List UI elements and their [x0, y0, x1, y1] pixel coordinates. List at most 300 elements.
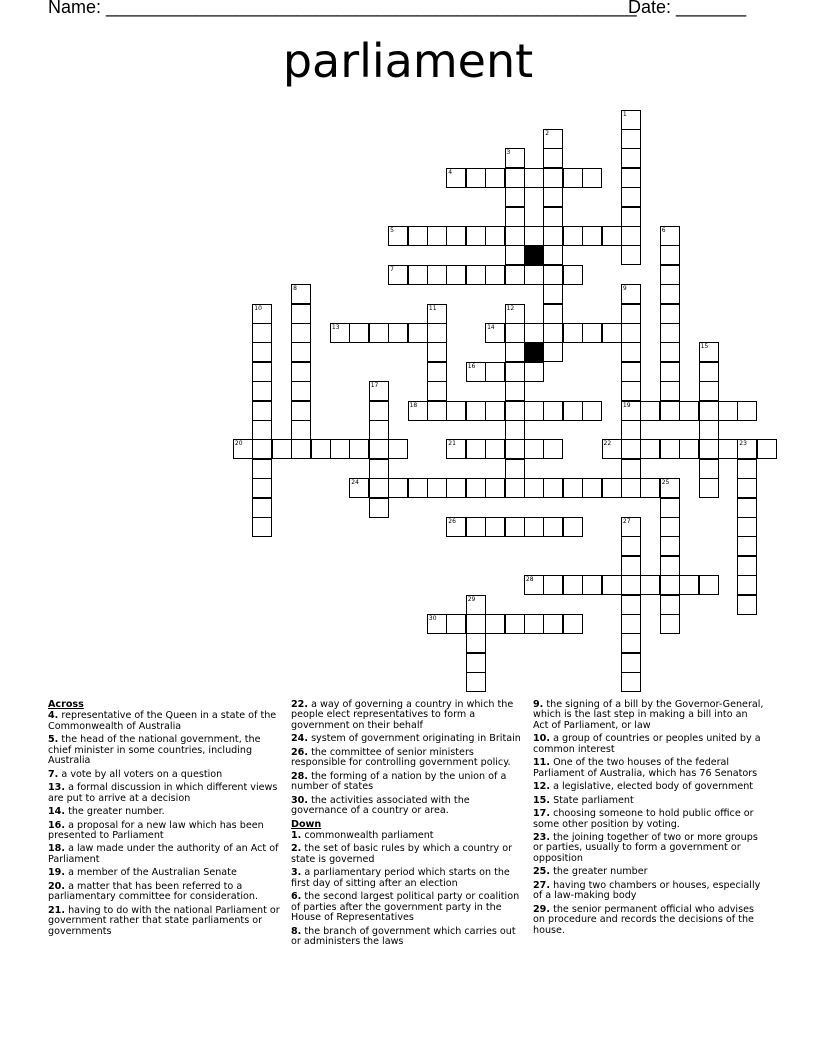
grid-cell[interactable] [252, 304, 272, 324]
grid-cell[interactable] [485, 168, 505, 188]
grid-cell[interactable] [543, 245, 563, 265]
grid-cell[interactable] [621, 575, 641, 595]
clue-item [533, 796, 765, 806]
grid-cell[interactable] [369, 401, 389, 421]
grid-cell[interactable] [621, 207, 641, 227]
grid-cell[interactable] [485, 517, 505, 537]
grid-cell[interactable] [427, 478, 447, 498]
clue-item-number: 10. [533, 733, 550, 745]
clue-item-text: a vote by all voters on a question [61, 768, 223, 780]
grid-cell[interactable] [505, 148, 525, 168]
grid-cell[interactable] [252, 517, 272, 537]
grid-cell[interactable] [252, 478, 272, 498]
grid-cell[interactable] [621, 362, 641, 382]
grid-cell[interactable] [543, 401, 563, 421]
grid-cell[interactable] [252, 362, 272, 382]
grid-cell[interactable] [563, 401, 583, 421]
clue-item-number: 1. [291, 829, 302, 841]
grid-cell[interactable] [252, 420, 272, 440]
grid-cell[interactable] [505, 381, 525, 401]
grid-cell[interactable] [737, 478, 757, 498]
grid-cell[interactable] [388, 478, 408, 498]
date-field-label[interactable]: Date: _______ [628, 0, 747, 17]
grid-cell[interactable] [563, 614, 583, 634]
grid-cell[interactable] [505, 245, 525, 265]
grid-cell[interactable] [543, 342, 563, 362]
clue-item [291, 844, 523, 865]
grid-cell[interactable] [252, 459, 272, 479]
grid-cell[interactable] [660, 245, 680, 265]
grid-cell[interactable] [718, 439, 738, 459]
clue-item [48, 882, 280, 903]
grid-cell[interactable] [621, 168, 641, 188]
grid-cell[interactable] [369, 459, 389, 479]
clue-item-text: the greater number. [68, 806, 165, 818]
grid-cell[interactable] [427, 614, 447, 634]
grid-cell[interactable] [621, 536, 641, 556]
grid-cell[interactable] [369, 498, 389, 518]
grid-cell[interactable] [291, 342, 311, 362]
clue-number: 5 [390, 226, 394, 234]
grid-cell[interactable] [505, 478, 525, 498]
grid-cell[interactable] [311, 439, 331, 459]
grid-cell[interactable] [660, 595, 680, 615]
grid-cell[interactable] [543, 439, 563, 459]
grid-cell[interactable] [388, 265, 408, 285]
clue-number: 15 [700, 343, 709, 351]
grid-cell[interactable] [621, 110, 641, 130]
clue-item [48, 735, 280, 766]
grid-cell[interactable] [660, 284, 680, 304]
grid-cell[interactable] [621, 381, 641, 401]
grid-cell[interactable] [466, 478, 486, 498]
grid-cell[interactable] [699, 362, 719, 382]
grid-cell[interactable] [602, 226, 622, 246]
clue-item-number: 16. [48, 819, 65, 831]
grid-cell[interactable] [679, 575, 699, 595]
clue-number: 9 [622, 285, 627, 293]
clue-item [533, 881, 765, 902]
clue-item-text: State parliament [553, 794, 634, 806]
grid-cell[interactable] [621, 653, 641, 673]
grid-cell[interactable] [660, 614, 680, 634]
grid-cell[interactable] [524, 401, 544, 421]
grid-cell[interactable] [660, 381, 680, 401]
clue-item-text: the branch of government which carries out or administers the laws [291, 925, 516, 947]
grid-cell[interactable] [621, 439, 641, 459]
grid-cell[interactable] [563, 575, 583, 595]
clue-item [291, 772, 523, 793]
grid-cell[interactable] [699, 459, 719, 479]
grid-cell[interactable] [621, 323, 641, 343]
clue-number: 21 [448, 440, 456, 448]
clue-item-number: 4. [48, 710, 59, 722]
grid-cell[interactable] [621, 187, 641, 207]
clue-number: 22 [603, 440, 612, 448]
grid-cell[interactable] [505, 207, 525, 227]
clue-number: 17 [370, 382, 379, 390]
grid-cell[interactable] [466, 517, 486, 537]
grid-cell[interactable] [543, 226, 563, 246]
clue-item [533, 905, 765, 936]
grid-cell[interactable] [466, 226, 486, 246]
grid-cell[interactable] [563, 226, 583, 246]
clue-item [533, 833, 765, 864]
grid-cell[interactable] [699, 381, 719, 401]
grid-cell[interactable] [427, 362, 447, 382]
clue-item [291, 831, 523, 841]
clue-item-text: the second largest political party or coalition of parties after the government party in the House of Representatives [291, 891, 520, 924]
clue-item-number: 17. [533, 808, 550, 820]
grid-cell[interactable] [291, 439, 311, 459]
grid-cell[interactable] [699, 575, 719, 595]
grid-cell[interactable] [582, 478, 602, 498]
clue-item-number: 2. [291, 843, 302, 855]
grid-cell[interactable] [582, 323, 602, 343]
grid-cell[interactable] [388, 439, 408, 459]
grid-cell[interactable] [640, 575, 660, 595]
grid-cell[interactable] [485, 401, 505, 421]
clue-item-text: the senior permanent official who advises on procedure and records the decisions of the house. [533, 903, 754, 936]
grid-cell[interactable] [408, 226, 428, 246]
grid-cell[interactable] [466, 633, 486, 653]
grid-cell[interactable] [660, 401, 680, 421]
grid-cell[interactable] [660, 556, 680, 576]
grid-cell[interactable] [485, 478, 505, 498]
grid-cell[interactable] [621, 556, 641, 576]
grid-cell[interactable] [446, 401, 466, 421]
clue-item [291, 892, 523, 923]
grid-cell[interactable] [621, 420, 641, 440]
grid-cell[interactable] [446, 517, 466, 537]
grid-cell[interactable] [272, 439, 292, 459]
name-field-label[interactable]: Name: _____________________________________________________ [48, 0, 637, 17]
grid-cell[interactable] [621, 226, 641, 246]
grid-cell[interactable] [737, 556, 757, 576]
grid-cell[interactable] [602, 323, 622, 343]
grid-cell[interactable] [543, 284, 563, 304]
grid-cell[interactable] [660, 498, 680, 518]
grid-cell[interactable] [543, 323, 563, 343]
clue-item-text: having two chambers or houses, especially of a law-making body [533, 879, 761, 902]
grid-cell[interactable] [466, 672, 486, 692]
grid-cell[interactable] [602, 478, 622, 498]
grid-cell[interactable] [699, 342, 719, 362]
grid-cell[interactable] [699, 439, 719, 459]
grid-cell[interactable] [466, 595, 486, 615]
grid-cell[interactable] [427, 323, 447, 343]
grid-cell[interactable] [505, 420, 525, 440]
grid-cell[interactable] [543, 265, 563, 285]
grid-cell[interactable] [543, 575, 563, 595]
grid-cell[interactable] [446, 439, 466, 459]
grid-cell[interactable] [543, 517, 563, 537]
grid-cell[interactable] [408, 478, 428, 498]
grid-cell[interactable] [466, 265, 486, 285]
grid-cell[interactable] [737, 459, 757, 479]
grid-cell[interactable] [524, 439, 544, 459]
clue-number: 29 [467, 595, 476, 603]
grid-cell[interactable] [330, 323, 350, 343]
clue-item-number: 25. [533, 866, 550, 878]
clue-number: 13 [331, 323, 340, 331]
grid-cell[interactable] [252, 498, 272, 518]
grid-cell[interactable] [485, 362, 505, 382]
grid-cell[interactable] [524, 323, 544, 343]
clue-number: 6 [661, 226, 666, 234]
clue-item [533, 734, 765, 755]
grid-cell[interactable] [563, 265, 583, 285]
grid-cell[interactable] [485, 323, 505, 343]
clue-item-text: a member of the Australian Senate [68, 867, 237, 879]
grid-cell[interactable] [524, 478, 544, 498]
grid-cell[interactable] [737, 595, 757, 615]
clue-item-text: the head of the national government, the chief minister in some countries, including Australia [48, 734, 261, 767]
grid-cell[interactable] [679, 439, 699, 459]
grid-cell[interactable] [563, 517, 583, 537]
grid-cell[interactable] [543, 187, 563, 207]
grid-cell[interactable] [679, 401, 699, 421]
grid-cell[interactable] [621, 342, 641, 362]
grid-cell[interactable] [621, 517, 641, 537]
grid-cell[interactable] [427, 381, 447, 401]
grid-cell[interactable] [291, 362, 311, 382]
grid-cell[interactable] [505, 187, 525, 207]
grid-cell[interactable] [582, 168, 602, 188]
grid-cell[interactable] [660, 265, 680, 285]
grid-cell[interactable] [660, 323, 680, 343]
grid-cell[interactable] [621, 459, 641, 479]
grid-cell[interactable] [427, 226, 447, 246]
clue-number: 12 [506, 304, 515, 312]
clue-item-number: 3. [291, 867, 302, 879]
grid-cell[interactable] [252, 439, 272, 459]
grid-cell[interactable] [660, 304, 680, 324]
grid-cell[interactable] [291, 304, 311, 324]
grid-cell[interactable] [543, 478, 563, 498]
clue-item-number: 8. [291, 925, 302, 937]
grid-cell[interactable] [369, 381, 389, 401]
grid-cell[interactable] [524, 575, 544, 595]
grid-cell[interactable] [543, 148, 563, 168]
grid-cell[interactable] [446, 614, 466, 634]
grid-cell[interactable] [446, 478, 466, 498]
grid-cell[interactable] [524, 517, 544, 537]
grid-cell[interactable] [466, 439, 486, 459]
grid-cell[interactable] [699, 401, 719, 421]
grid-cell[interactable] [582, 575, 602, 595]
grid-cell[interactable] [621, 304, 641, 324]
grid-cell[interactable] [621, 245, 641, 265]
clue-item-text: a formal discussion in which different views are put to arrive at a decision [48, 782, 278, 804]
grid-cell[interactable] [291, 323, 311, 343]
clue-item-text: One of the two houses of the federal Parliament of Australia, which has 76 Senators [533, 757, 758, 779]
grid-cell[interactable] [718, 401, 738, 421]
grid-cell[interactable] [388, 226, 408, 246]
grid-cell[interactable] [563, 323, 583, 343]
grid-cell[interactable] [505, 265, 525, 285]
grid-cell[interactable] [505, 401, 525, 421]
clue-item-number: 26. [291, 746, 308, 758]
grid-cell[interactable] [621, 129, 641, 149]
clue-number: 16 [467, 362, 476, 370]
grid-cell[interactable] [252, 401, 272, 421]
grid-cell[interactable] [543, 129, 563, 149]
clue-number: 23 [739, 440, 747, 448]
grid-cell[interactable] [466, 401, 486, 421]
clue-item [291, 796, 523, 817]
grid-cell[interactable] [369, 323, 389, 343]
clue-item-number: 24. [291, 733, 308, 745]
grid-cell[interactable] [621, 284, 641, 304]
clue-column-1 [48, 700, 280, 940]
clue-item-text: choosing someone to hold public office or some other position by voting. [533, 808, 754, 830]
grid-cell[interactable] [485, 226, 505, 246]
down-heading: Down [291, 818, 322, 830]
grid-cell[interactable] [466, 362, 486, 382]
clue-item [291, 700, 523, 731]
grid-cell[interactable] [369, 439, 389, 459]
grid-cell[interactable] [660, 226, 680, 246]
grid-cell[interactable] [543, 304, 563, 324]
clue-item-number: 22. [291, 699, 308, 710]
grid-cell[interactable] [485, 614, 505, 634]
grid-cell[interactable] [660, 362, 680, 382]
clue-number: 7 [390, 265, 394, 273]
clue-number: 11 [428, 304, 437, 312]
clue-item [48, 783, 280, 804]
grid-cell[interactable] [543, 207, 563, 227]
grid-cell[interactable] [640, 478, 660, 498]
clue-item-text: commonwealth parliament [304, 829, 434, 841]
grid-cell[interactable] [291, 284, 311, 304]
clue-item-number: 14. [48, 806, 65, 818]
clue-item-number: 18. [48, 843, 65, 855]
grid-cell[interactable] [737, 498, 757, 518]
grid-cell[interactable] [660, 342, 680, 362]
grid-cell[interactable] [621, 401, 641, 421]
grid-cell[interactable] [291, 381, 311, 401]
grid-cell[interactable] [505, 614, 525, 634]
grid-cell[interactable] [660, 517, 680, 537]
grid-cell[interactable] [233, 439, 253, 459]
grid-cell[interactable] [524, 265, 544, 285]
grid-cell[interactable] [291, 401, 311, 421]
clue-item-text: the signing of a bill by the Governor-General, which is the last step in making a bill into an Act of Parliament, or law [533, 699, 764, 731]
grid-cell[interactable] [621, 148, 641, 168]
grid-cell[interactable] [369, 420, 389, 440]
clue-item-number: 15. [533, 794, 550, 806]
grid-cell[interactable] [466, 168, 486, 188]
grid-cell[interactable] [640, 439, 660, 459]
clue-item-number: 11. [533, 757, 550, 769]
grid-cell[interactable] [252, 323, 272, 343]
grid-cell[interactable] [621, 672, 641, 692]
grid-cell[interactable] [408, 323, 428, 343]
grid-cell[interactable] [388, 323, 408, 343]
grid-cell[interactable] [660, 439, 680, 459]
clue-number: 18 [409, 401, 418, 409]
grid-cell[interactable] [446, 265, 466, 285]
grid-cell[interactable] [621, 478, 641, 498]
grid-cell[interactable] [563, 478, 583, 498]
grid-cell[interactable] [505, 323, 525, 343]
grid-cell[interactable] [349, 439, 369, 459]
grid-cell[interactable] [621, 595, 641, 615]
clue-item [291, 868, 523, 889]
grid-cell[interactable] [524, 168, 544, 188]
grid-cell[interactable] [505, 226, 525, 246]
grid-cell[interactable] [737, 439, 757, 459]
grid-cell[interactable] [505, 362, 525, 382]
grid-cell[interactable] [349, 323, 369, 343]
grid-cell[interactable] [505, 439, 525, 459]
grid-cell[interactable] [349, 478, 369, 498]
grid-cell[interactable] [737, 536, 757, 556]
grid-cell[interactable] [602, 575, 622, 595]
grid-cell[interactable] [737, 401, 757, 421]
grid-cell[interactable] [408, 401, 428, 421]
clue-column-2 [291, 700, 523, 950]
clue-number: 3 [506, 149, 511, 157]
grid-cell[interactable] [524, 614, 544, 634]
grid-cell[interactable] [640, 401, 660, 421]
grid-cell[interactable] [427, 342, 447, 362]
grid-cell[interactable] [485, 439, 505, 459]
grid-cell[interactable] [369, 478, 389, 498]
grid-cell[interactable] [582, 226, 602, 246]
grid-cell[interactable] [505, 517, 525, 537]
grid-cell[interactable] [505, 304, 525, 324]
grid-cell[interactable] [485, 265, 505, 285]
grid-cell[interactable] [699, 420, 719, 440]
grid-cell[interactable] [524, 226, 544, 246]
grid-cell[interactable] [505, 168, 525, 188]
grid-cell[interactable] [446, 226, 466, 246]
grid-cell[interactable] [602, 439, 622, 459]
grid-cell[interactable] [621, 614, 641, 634]
grid-cell[interactable] [291, 420, 311, 440]
grid-cell[interactable] [466, 614, 486, 634]
grid-cell[interactable] [737, 517, 757, 537]
grid-cell[interactable] [660, 575, 680, 595]
grid-cell[interactable] [466, 653, 486, 673]
grid-cell[interactable] [660, 536, 680, 556]
grid-cell[interactable] [543, 168, 563, 188]
grid-cell[interactable] [621, 633, 641, 653]
grid-cell[interactable] [699, 478, 719, 498]
grid-cell[interactable] [757, 439, 777, 459]
grid-cell[interactable] [505, 342, 525, 362]
grid-cell[interactable] [427, 304, 447, 324]
grid-cell[interactable] [660, 478, 680, 498]
grid-cell[interactable] [446, 168, 466, 188]
clue-item-text: a law made under the authority of an Act of Parliament [48, 843, 279, 865]
grid-cell[interactable] [427, 401, 447, 421]
clue-item [291, 748, 523, 769]
grid-cell[interactable] [524, 362, 544, 382]
grid-cell[interactable] [737, 575, 757, 595]
grid-cell[interactable] [330, 439, 350, 459]
grid-cell[interactable] [252, 381, 272, 401]
grid-cell[interactable] [408, 265, 428, 285]
grid-cell[interactable] [543, 614, 563, 634]
grid-cell[interactable] [563, 168, 583, 188]
grid-cell[interactable] [505, 459, 525, 479]
grid-cell[interactable] [427, 265, 447, 285]
grid-cell[interactable] [582, 401, 602, 421]
grid-cell[interactable] [252, 342, 272, 362]
